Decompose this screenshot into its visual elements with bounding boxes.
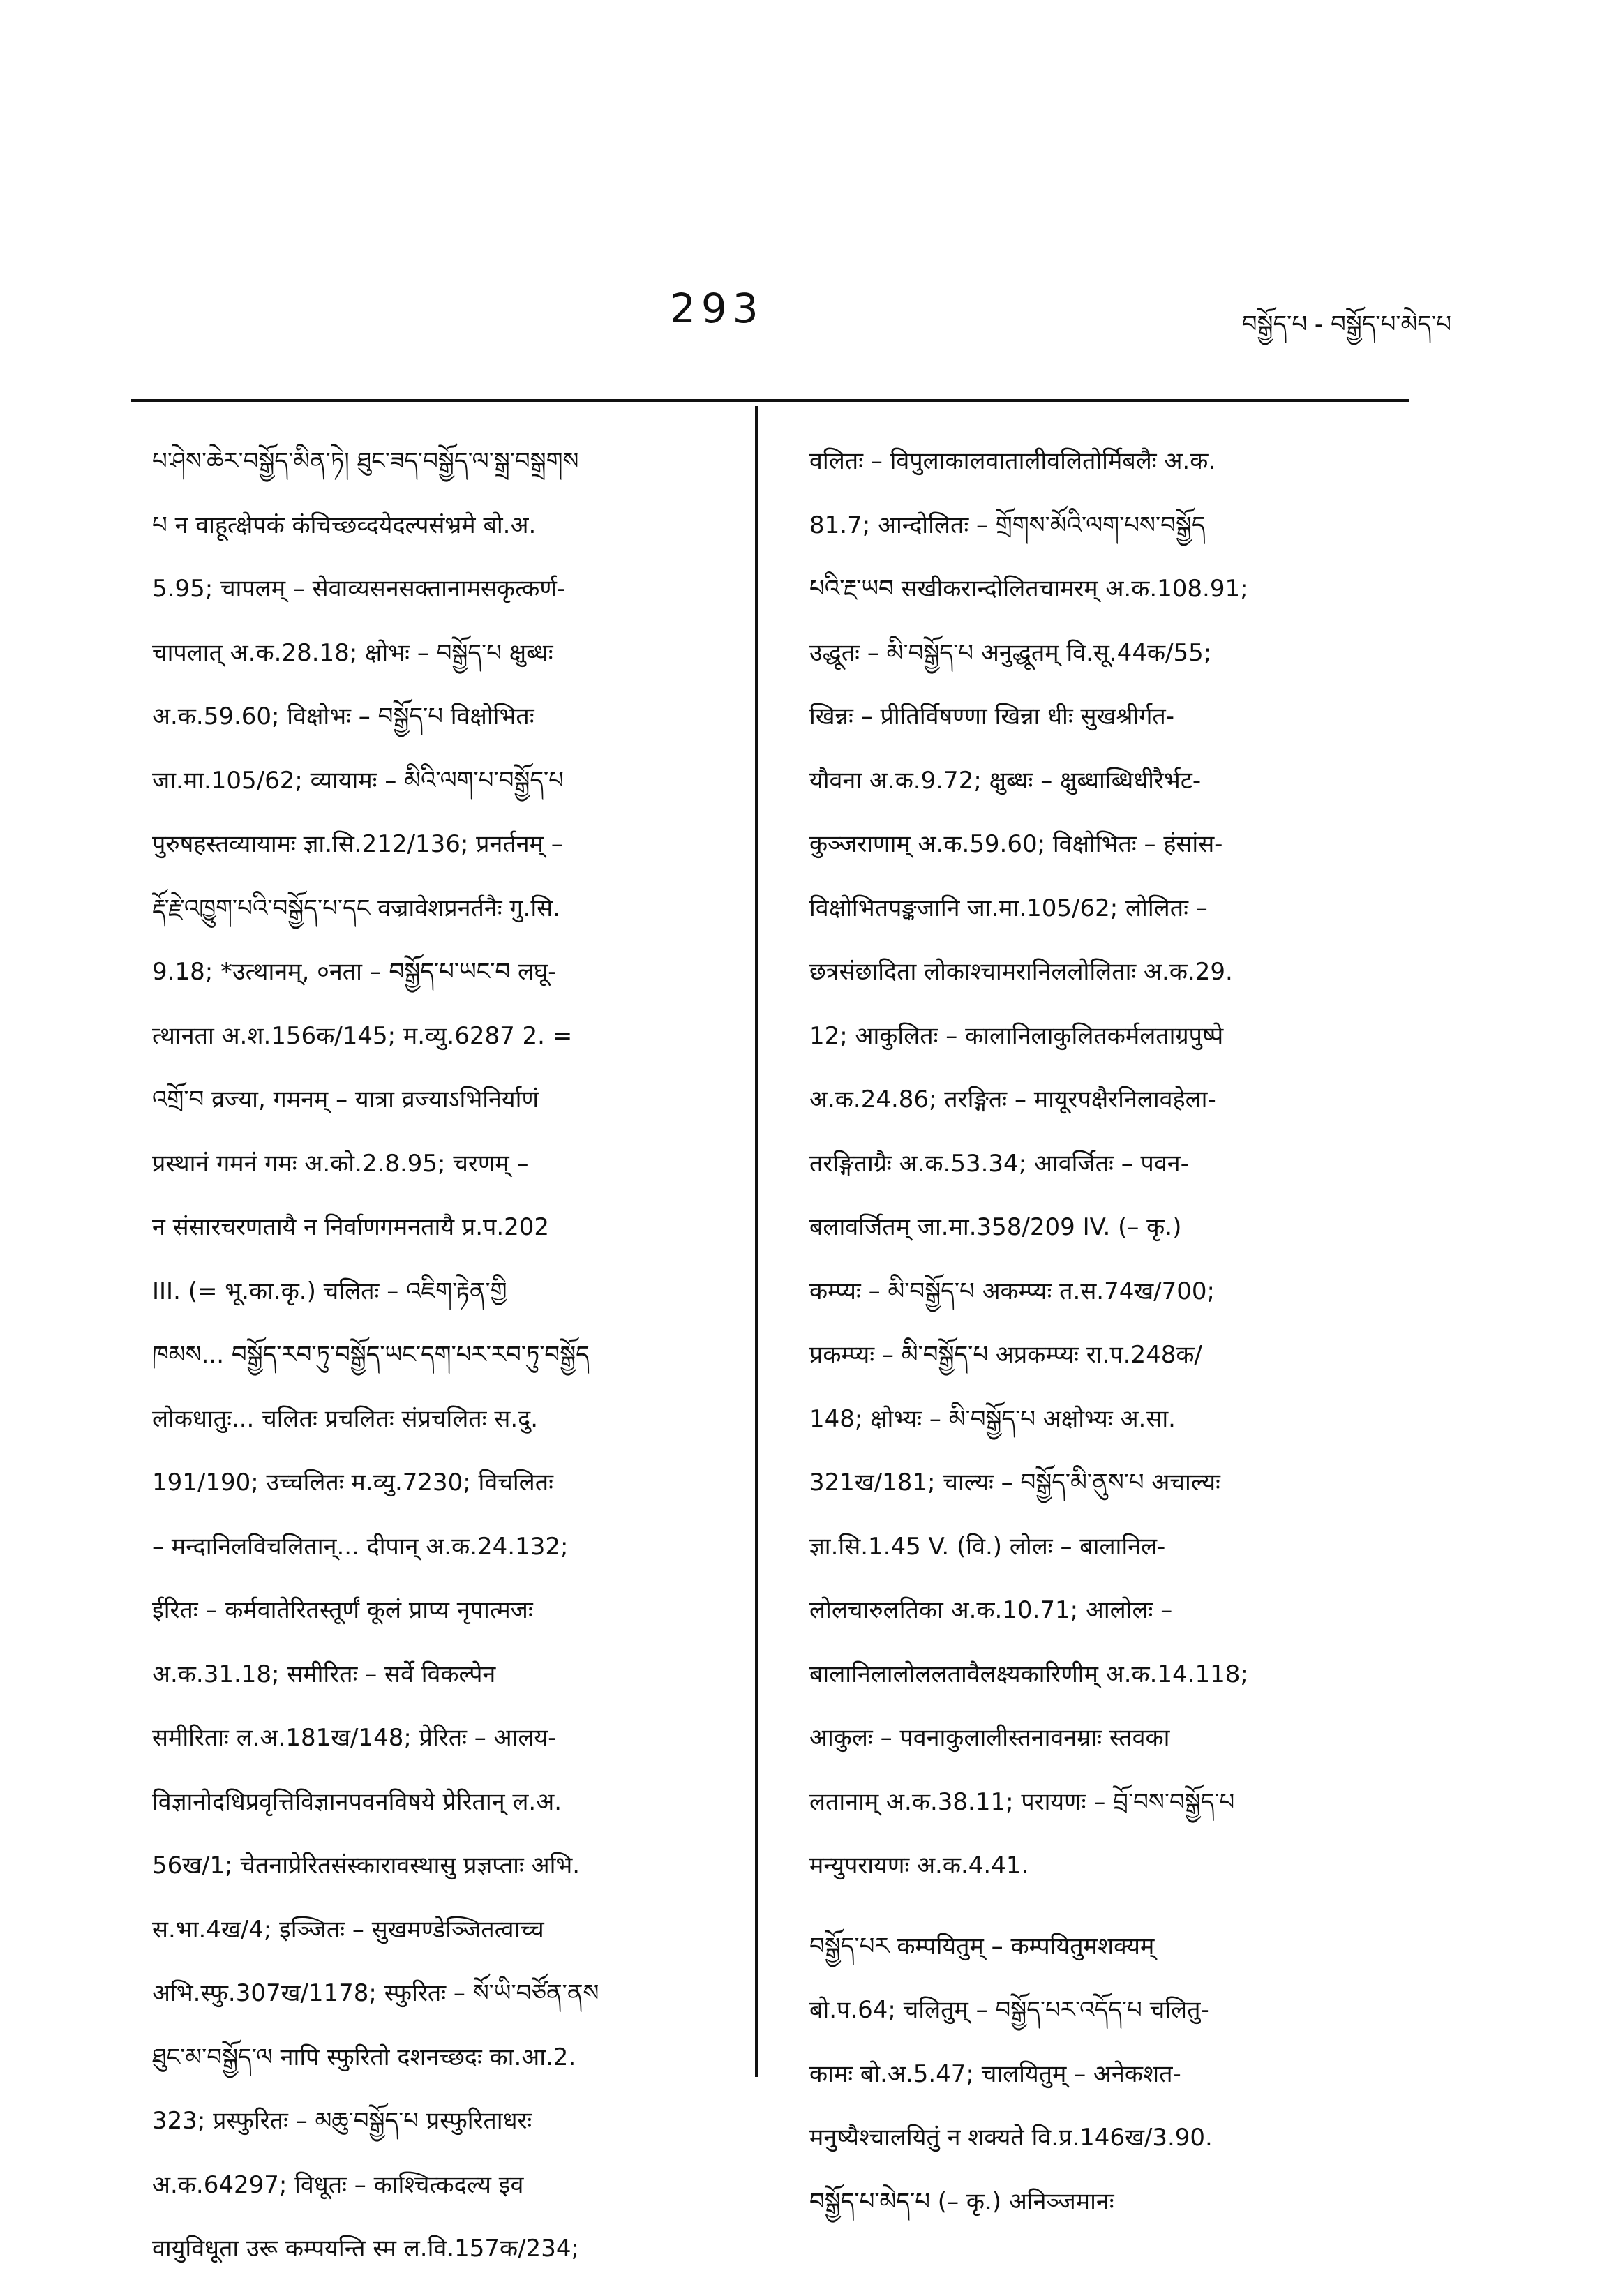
right-column-line: 148; क्षोभ्यः – མི་བསྒྱོད་པ अक्षोभ्यः अ.सा. [809,1404,1176,1433]
left-column-line: 9.18; *उत्थानम्, ०नता – བསྒྱོད་པ་ཡང་བ लघू- [152,958,557,986]
left-column-line: जा.मा.105/62; व्यायामः – མིའི་ལག་པ་བསྒྱོད་པ [152,766,564,795]
left-column-line: वायुविधूता उरू कम्पयन्ति स्म ल.वि.157क/234; [152,2235,579,2263]
left-column-line: अ.क.64297; विधूतः – काश्चित्कदल्य इव [152,2170,524,2199]
left-column [152,430,745,2281]
right-column-line: विक्षोभितपङ्कजानि जा.मा.105/62; लोलितः – [809,894,1208,922]
right-column-line: बालानिलालोललतावैलक्ष्यकारिणीम् अ.क.14.118; [809,1660,1248,1688]
right-column-line: छत्रसंछादिता लोकाश्चामरानिललोलिताः अ.क.29. [809,958,1233,986]
right-column-line: उद्धूतः – མི་བསྒྱོད་པ अनुद्धूतम् वि.सू.44क/55; [809,638,1212,667]
left-column-line: 5.95; चापलम् – सेवाव्यसनसक्तानामसकृत्कर्ण- [152,575,566,603]
left-column-line: प्रस्थानं गमनं गमः अ.को.2.8.95; चरणम् – [152,1149,529,1178]
right-column-line: 12; आकुलितः – कालानिलाकुलितकर्मलताग्रपुष्पे [809,1021,1224,1050]
right-column-line: यौवना अ.क.9.72; क्षुब्धः – क्षुब्धाब्धिधीरैर्भट- [809,766,1202,795]
left-column-line: ईरितः – कर्मवातेरितस्तूर्णं कूलं प्राप्य नृपात्मजः [152,1596,533,1624]
header-rule [131,399,1409,402]
right-column-line: वलितः – विपुलाकालवातालीवलितोर्मिबलैः अ.क. [809,447,1216,475]
right-column-line: मनुष्यैश्चालयितुं न शक्यते वि.प्र.146ख/3.90. [809,2124,1213,2152]
left-column-line: 323; प्रस्फुरितः – མཆུ་བསྒྱོད་པ प्रस्फुरिताधरः [152,2107,532,2135]
left-column-line: པ་ཤེས་ཆེར་བསྒྱོད་མིན་ཏེ། ཐུང་ཟད་བསྒྱོད་ལ་སྒྲ་བསྒྲགས [152,447,579,475]
left-column-line: ཐུང་མ་བསྒྱོད་ལ नापि स्फुरितो दशनच्छदः का.आ.2. [152,2043,576,2071]
page-number: 293 [670,285,764,332]
right-column-line: བསྒྱོད་པ་མེད་པ (– कृ.) अनिञ्जमानः [809,2187,1114,2216]
left-column-line: विज्ञानोदधिप्रवृत्तिविज्ञानपवनविषये प्रेरितान् ल.अ. [152,1787,562,1816]
left-column-line: न संसारचरणतायै न निर्वाणगमनतायै प्र.प.202 [152,1213,550,1241]
right-column-line: मन्युपरायणः अ.क.4.41. [809,1852,1029,1879]
left-column-line: རྡོ་རྗེ་འཁྱུག་པའི་བསྒྱོད་པ་དང वज्रावेशप्रनर्तनैः गु.सि. [152,894,560,922]
right-column-line: 81.7; आन्दोलितः – གྲོགས་མོའི་ལག་པས་བསྒྱོད [809,511,1206,539]
right-column-line: आकुलः – पवनाकुलालीस्तनावनम्राः स्तवका [809,1724,1170,1752]
right-column-line: कामः बो.अ.5.47; चालयितुम् – अनेकशत- [809,2059,1181,2088]
left-column-line: འགྲོ་བ व्रज्या, गमनम् – यात्रा व्रज्याऽभिनिर्याणं [152,1086,539,1113]
right-column-line: कम्प्यः – མི་བསྒྱོད་པ अकम्प्यः त.स.74ख/700; [809,1277,1215,1305]
left-column-line: अभि.स्फु.307ख/1178; स्फुरितः – སོ་ཡི་བཙོན་ནས [152,1979,599,2007]
column-divider [755,406,758,2077]
left-column-line: III. (= भू.का.कृ.) चलितः – འཇིག་རྟེན་གྱི [152,1277,507,1305]
running-head: བསྒྱོད་པ - བསྒྱོད་པ་མེད་པ [1241,310,1451,338]
right-column-line: लोलचारुलतिका अ.क.10.71; आलोलः – [809,1596,1173,1624]
left-column-line: ཁམས... བསྒྱོད་རབ་ཏུ་བསྒྱོད་ཡང་དག་པར་རབ་ཏུ་བསྒྱོད [152,1341,590,1369]
left-column-line: लोकधातुः... चलितः प्रचलितः संप्रचलितः स.दु. [152,1404,539,1433]
right-column-line: प्रकम्प्यः – མི་བསྒྱོད་པ अप्रकम्प्यः रा.प.248क/ [809,1341,1202,1369]
right-column [809,430,1404,2234]
left-column-line: 191/190; उच्चलितः म.व्यु.7230; विचलितः [152,1469,553,1496]
right-column-line: कुञ्जराणाम् अ.क.59.60; विक्षोभितः – हंसांस- [809,830,1223,858]
right-column-line: लतानाम् अ.क.38.11; परायणः – བྲོ་བས་བསྒྱོད་པ [809,1787,1235,1816]
right-column-line: अ.क.24.86; तरङ्गितः – मायूरपक्षैरनिलावहेला- [809,1086,1216,1113]
right-column-line: 321ख/181; चाल्यः – བསྒྱོད་མི་ནུས་པ अचाल्यः [809,1469,1220,1496]
left-column-line: अ.क.31.18; समीरितः – सर्वे विकल्पेन [152,1660,496,1688]
right-column-line: बलावर्जितम् जा.मा.358/209 IV. (– कृ.) [809,1213,1182,1241]
right-column-line: तरङ्गिताग्रैः अ.क.53.34; आवर्जितः – पवन- [809,1149,1189,1178]
left-column-line: अ.क.59.60; विक्षोभः – བསྒྱོད་པ विक्षोभितः [152,703,534,730]
left-column-line: चापलात् अ.क.28.18; क्षोभः – བསྒྱོད་པ क्षुब्धः [152,638,553,667]
left-column-line: समीरिताः ल.अ.181ख/148; प्रेरितः – आलय- [152,1724,557,1752]
paragraph-gap [809,1898,1404,1915]
right-column-line: खिन्नः – प्रीतिर्विषण्णा खिन्ना धीः सुखश्रीर्गत- [809,703,1174,730]
left-column-line: पुरुषहस्तव्यायामः ज्ञा.सि.212/136; प्रनर्तनम् – [152,830,563,858]
left-column-line: པ न वाहूत्क्षेपकं कंचिच्छव्दयेदल्पसंभ्रमे बो.अ. [152,511,537,539]
left-column-line: स.भा.4ख/4; इञ्जितः – सुखमण्डेञ्जितत्वाच्च [152,1915,544,1944]
left-column-line: – मन्दानिलविचलितान्... दीपान् अ.क.24.132; [152,1532,569,1561]
right-column-line: བསྒྱོད་པར कम्पयितुम् – कम्पयितुमशक्यम् [809,1932,1155,1960]
right-column-line: बो.प.64; चलितुम् – བསྒྱོད་པར་འདོད་པ चलितु- [809,1996,1209,2024]
right-column-line: ज्ञा.सि.1.45 V. (वि.) लोलः – बालानिल- [809,1532,1166,1561]
left-column-line: 56ख/1; चेतनाप्रेरितसंस्कारावस्थासु प्रज्ञप्ताः अभि. [152,1852,581,1879]
left-column-line: त्थानता अ.श.156क/145; म.व्यु.6287 2. = [152,1021,573,1050]
right-column-line: པའི་རྔ་ཡབ सखीकरान्दोलितचामरम् अ.क.108.91; [809,575,1248,603]
